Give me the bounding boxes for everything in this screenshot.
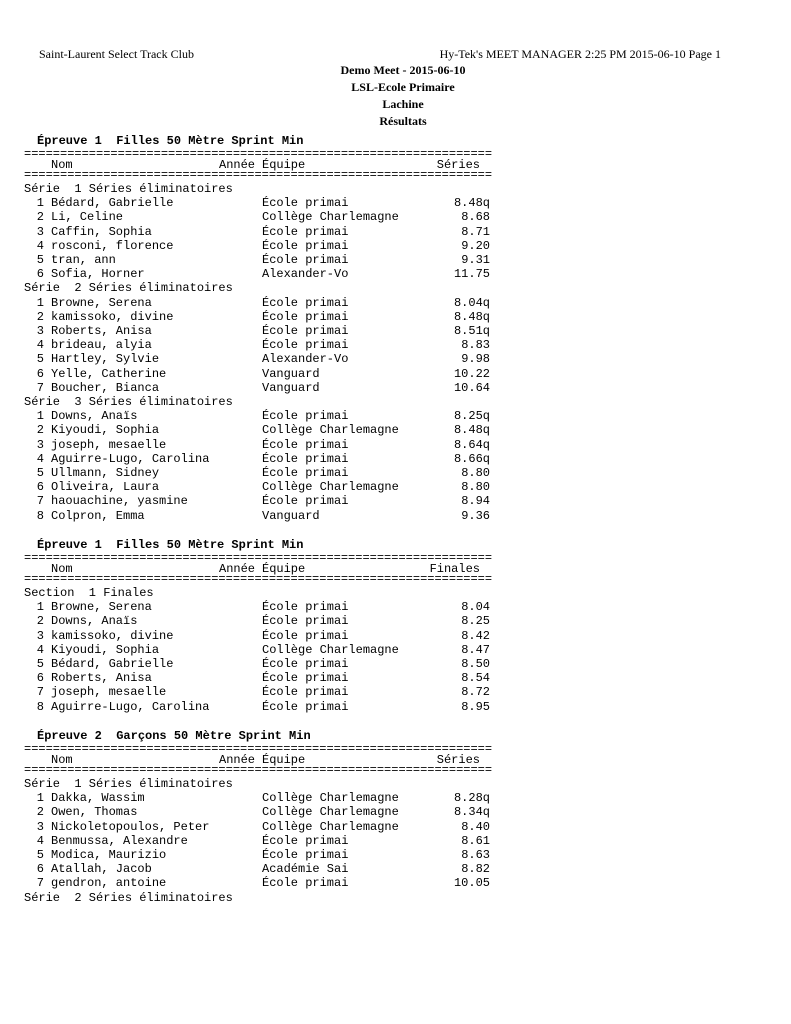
result-time: 8.25 [461,614,490,629]
result-time: 8.48q [453,423,490,438]
athlete-name: Browne, Serena [51,600,152,615]
section-label [0,182,791,196]
place: 8 [36,699,44,714]
result-row [0,629,791,643]
result-time: 9.98 [461,352,490,367]
athlete-name: Li, Celine [51,210,124,225]
place: 1 [36,409,44,424]
place: 4 [36,238,44,253]
section-label-text: Série 1 Séries éliminatoires [24,182,233,196]
athlete-name: rosconi, florence [51,238,174,253]
column-year-header: Année [219,753,256,767]
result-row [0,509,791,523]
column-team-header: Équipe [262,753,306,767]
column-year-header: Année [219,562,256,576]
place: 2 [36,210,44,225]
place: 7 [36,494,44,509]
result-row [0,834,791,848]
result-row [0,848,791,862]
column-year-header: Année [219,158,256,172]
result-row [0,480,791,494]
team-name: Vanguard [262,380,320,395]
team-name: Alexander-Vo [262,352,349,367]
result-time: 8.40 [461,819,490,834]
results-heading: Résultats [379,114,427,128]
athlete-name: Kiyoudi, Sophia [51,423,160,438]
team-name: École primai [262,657,349,671]
result-time: 8.48q [453,309,490,324]
athlete-name: Dakka, Wassim [51,791,145,806]
result-row [0,253,791,267]
athlete-name: joseph, mesaelle [51,437,167,452]
result-row [0,685,791,699]
athlete-name: Owen, Thomas [51,805,138,820]
team-name: Collège Charlemagne [262,480,399,495]
result-time: 8.34q [453,805,490,820]
place: 7 [36,685,44,700]
place: 3 [36,224,44,239]
result-row [0,438,791,452]
place: 1 [36,600,44,615]
team-name: École primai [262,614,349,629]
column-result-header: Séries [436,158,480,172]
result-time: 8.94 [461,494,490,509]
event-title: Épreuve 1 Filles 50 Mètre Sprint Min [37,134,304,148]
result-row [0,876,791,890]
team-name: Collège Charlemagne [262,210,399,225]
athlete-name: Hartley, Sylvie [51,352,160,367]
result-time: 8.68 [461,210,490,225]
rule-line: ================================================================= [24,763,493,777]
team-name: École primai [262,628,349,643]
result-row [0,338,791,352]
place: 5 [36,848,44,862]
place: 6 [36,671,44,686]
result-time: 8.51q [453,324,490,338]
athlete-name: Nickoletopoulos, Peter [51,819,210,834]
team-name: École primai [262,848,349,862]
result-time: 8.50 [461,657,490,671]
athlete-name: Colpron, Emma [51,508,145,523]
place: 8 [36,508,44,523]
result-row [0,700,791,714]
team-name: École primai [262,324,349,338]
column-name-header: Nom [51,753,73,767]
result-row [0,381,791,395]
team-name: École primai [262,671,349,686]
result-row [0,791,791,805]
result-row [0,494,791,508]
place: 5 [36,466,44,480]
athlete-name: Sofia, Horner [51,267,145,282]
place: 6 [36,267,44,282]
team-name: École primai [262,309,349,324]
result-time: 8.72 [461,685,490,700]
athlete-name: kamissoko, divine [51,309,174,324]
athlete-name: Bédard, Gabrielle [51,196,174,211]
place: 6 [36,366,44,381]
place: 1 [36,295,44,310]
team-name: École primai [262,833,349,848]
athlete-name: Roberts, Anisa [51,671,152,686]
result-row [0,423,791,437]
athlete-name: Benmussa, Alexandre [51,833,188,848]
athlete-name: brideau, alyia [51,338,152,353]
meet-title: Demo Meet - 2015-06-10 [340,63,466,77]
athlete-name: Kiyoudi, Sophia [51,642,160,657]
result-time: 8.54 [461,671,490,686]
result-time: 8.28q [453,791,490,806]
team-name: Alexander-Vo [262,267,349,282]
athlete-name: Bédard, Gabrielle [51,657,174,671]
athlete-name: kamissoko, divine [51,628,174,643]
place: 7 [36,876,44,891]
team-name: Collège Charlemagne [262,791,399,806]
place: 4 [36,338,44,353]
result-time: 8.42 [461,628,490,643]
result-time: 10.22 [453,366,490,381]
athlete-name: Aguirre-Lugo, Carolina [51,451,210,466]
athlete-name: Yelle, Catherine [51,366,167,381]
section-label [0,777,791,791]
team-name: Collège Charlemagne [262,423,399,438]
team-name: Collège Charlemagne [262,805,399,820]
place: 2 [36,805,44,820]
athlete-name: haouachine, yasmine [51,494,188,509]
team-name: Collège Charlemagne [262,819,399,834]
result-row [0,196,791,210]
team-name: École primai [262,338,349,353]
place: 3 [36,628,44,643]
athlete-name: Caffin, Sophia [51,224,152,239]
meet-subtitle: LSL-Ecole Primaire [351,80,455,94]
result-time: 8.80 [461,480,490,495]
result-row [0,657,791,671]
result-row [0,239,791,253]
result-row [0,614,791,628]
result-time: 8.63 [461,848,490,862]
software-header: Hy-Tek's MEET MANAGER 2:25 PM 2015-06-10 Page 1 [439,47,721,61]
athlete-name: Oliveira, Laura [51,480,160,495]
team-name: Vanguard [262,508,320,523]
result-time: 8.82 [461,862,490,877]
result-row [0,600,791,614]
place: 4 [36,451,44,466]
team-name: École primai [262,295,349,310]
athlete-name: Downs, Anaïs [51,409,138,424]
team-name: École primai [262,494,349,509]
result-time: 9.36 [461,508,490,523]
result-row [0,296,791,310]
place: 4 [36,833,44,848]
result-row [0,820,791,834]
result-time: 8.04q [453,295,490,310]
place: 5 [36,657,44,671]
team-name: École primai [262,437,349,452]
athlete-name: gendron, antoine [51,876,167,891]
result-time: 8.48q [453,196,490,211]
team-name: École primai [262,409,349,424]
section-label [0,891,791,905]
result-time: 8.66q [453,451,490,466]
athlete-name: joseph, mesaelle [51,685,167,700]
rule-line: ================================================================= [24,168,493,182]
result-time: 8.25q [453,409,490,424]
rule-line: ================================================================= [24,551,493,565]
team-name: École primai [262,466,349,480]
result-time: 8.04 [461,600,490,615]
result-row [0,367,791,381]
section-label [0,586,791,600]
team-name: École primai [262,224,349,239]
place: 1 [36,196,44,211]
team-name: École primai [262,253,349,267]
team-name: École primai [262,600,349,615]
result-row [0,267,791,281]
column-name-header: Nom [51,562,73,576]
result-row [0,862,791,876]
result-row [0,452,791,466]
athlete-name: Modica, Maurizio [51,848,167,862]
place: 3 [36,324,44,338]
rule-line: ================================================================= [24,147,493,161]
result-row [0,671,791,685]
team-name: École primai [262,238,349,253]
result-row [0,409,791,423]
section-label-text: Série 2 Séries éliminatoires [24,890,233,905]
place: 2 [36,423,44,438]
result-time: 8.64q [453,437,490,452]
result-row [0,310,791,324]
column-team-header: Équipe [262,562,306,576]
place: 5 [36,352,44,367]
result-row [0,210,791,224]
result-time: 10.05 [453,876,490,891]
meet-titles [0,62,791,130]
section-label [0,281,791,295]
section-label-text: Série 2 Séries éliminatoires [24,281,233,296]
team-name: École primai [262,196,349,211]
result-row [0,352,791,366]
result-time: 9.20 [461,238,490,253]
result-time: 8.83 [461,338,490,353]
column-name-header: Nom [51,158,73,172]
result-time: 8.61 [461,833,490,848]
result-row [0,225,791,239]
place: 7 [36,380,44,395]
column-result-header: Séries [436,753,480,767]
team-name: Vanguard [262,366,320,381]
column-team-header: Équipe [262,158,306,172]
result-time: 8.95 [461,699,490,714]
result-time: 10.64 [453,380,490,395]
result-time: 8.47 [461,642,490,657]
place: 1 [36,791,44,806]
athlete-name: Boucher, Bianca [51,380,160,395]
athlete-name: Roberts, Anisa [51,324,152,338]
athlete-name: Browne, Serena [51,295,152,310]
team-name: École primai [262,876,349,891]
result-time: 11.75 [453,267,490,282]
place: 2 [36,309,44,324]
team-name: École primai [262,699,349,714]
result-row [0,324,791,338]
result-row [0,805,791,819]
place: 3 [36,819,44,834]
athlete-name: Aguirre-Lugo, Carolina [51,699,210,714]
section-label-text: Série 1 Séries éliminatoires [24,777,233,791]
meet-location: Lachine [382,97,424,111]
place: 3 [36,437,44,452]
section-label-text: Série 3 Séries éliminatoires [24,395,233,409]
event-title: Épreuve 2 Garçons 50 Mètre Sprint Min [37,729,311,743]
section-label-text: Section 1 Finales [24,586,154,600]
club-name: Saint-Laurent Select Track Club [39,47,194,61]
result-time: 8.80 [461,466,490,480]
result-time: 9.31 [461,253,490,267]
rule-line: ================================================================= [24,572,493,586]
result-time: 8.71 [461,224,490,239]
event-title: Épreuve 1 Filles 50 Mètre Sprint Min [37,538,304,552]
place: 5 [36,253,44,267]
team-name: École primai [262,451,349,466]
place: 2 [36,614,44,629]
athlete-name: tran, ann [51,253,116,267]
result-row [0,466,791,480]
team-name: Académie Sai [262,862,349,877]
team-name: École primai [262,685,349,700]
section-label [0,395,791,409]
result-row [0,643,791,657]
athlete-name: Downs, Anaïs [51,614,138,629]
team-name: Collège Charlemagne [262,642,399,657]
place: 6 [36,862,44,877]
rule-line: ================================================================= [24,742,493,756]
place: 6 [36,480,44,495]
athlete-name: Ullmann, Sidney [51,466,160,480]
place: 4 [36,642,44,657]
athlete-name: Atallah, Jacob [51,862,152,877]
column-result-header: Finales [429,562,480,576]
